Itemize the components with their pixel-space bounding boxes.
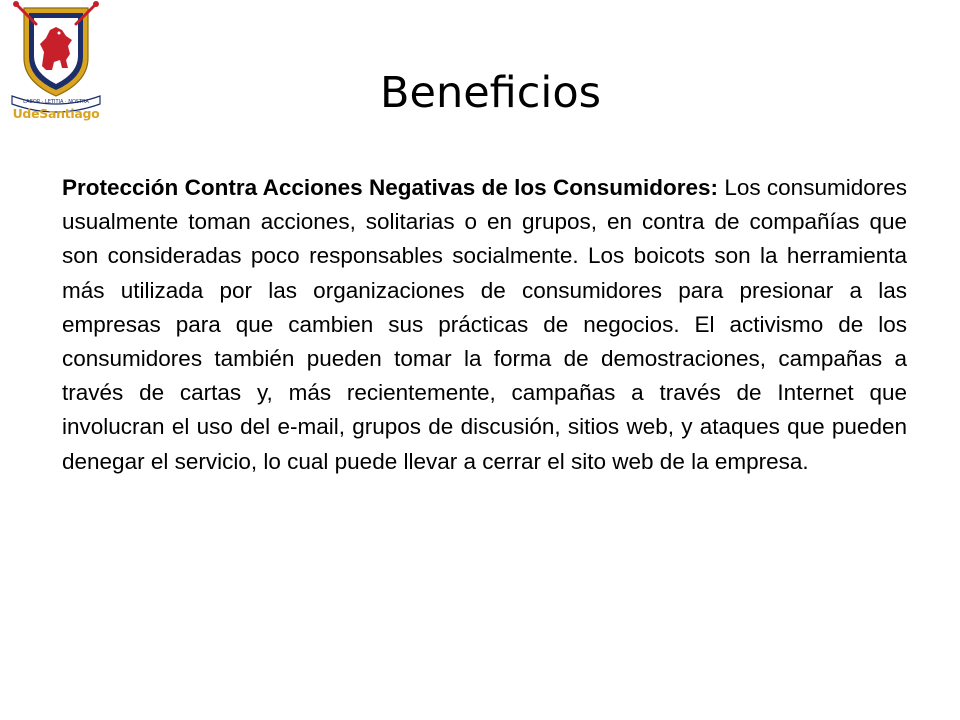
slide-body-paragraph	[62, 171, 907, 479]
logo-motto: LABOR · LETITIA · NOSTRA	[23, 99, 89, 105]
udesantiago-logo	[6, 0, 106, 124]
paragraph-lead: Protección Contra Acciones Negativas de los Consumidores:	[62, 175, 718, 200]
paragraph-text: Los consumidores usualmente toman acciones, solitarias o en grupos, en contra de compañías que son consideradas poco responsables socialmente. Los boicots son la herramienta más utilizada por las organizaciones de consumidores para presionar a las empresas para que cambien sus prácticas de negocios. El activismo de los consumidores también pueden tomar la forma de demostraciones, campañas a través de cartas y, más recientemente, campañas a través de Internet que involucran el uso del e-mail, grupos de discusión, sitios web, y ataques que pueden denegar el servicio, lo cual puede llevar a cerrar el sito web de la empresa.	[62, 175, 907, 474]
logo-wordmark: UdeSantiago	[12, 106, 100, 121]
slide-title: Beneficios	[380, 68, 602, 118]
